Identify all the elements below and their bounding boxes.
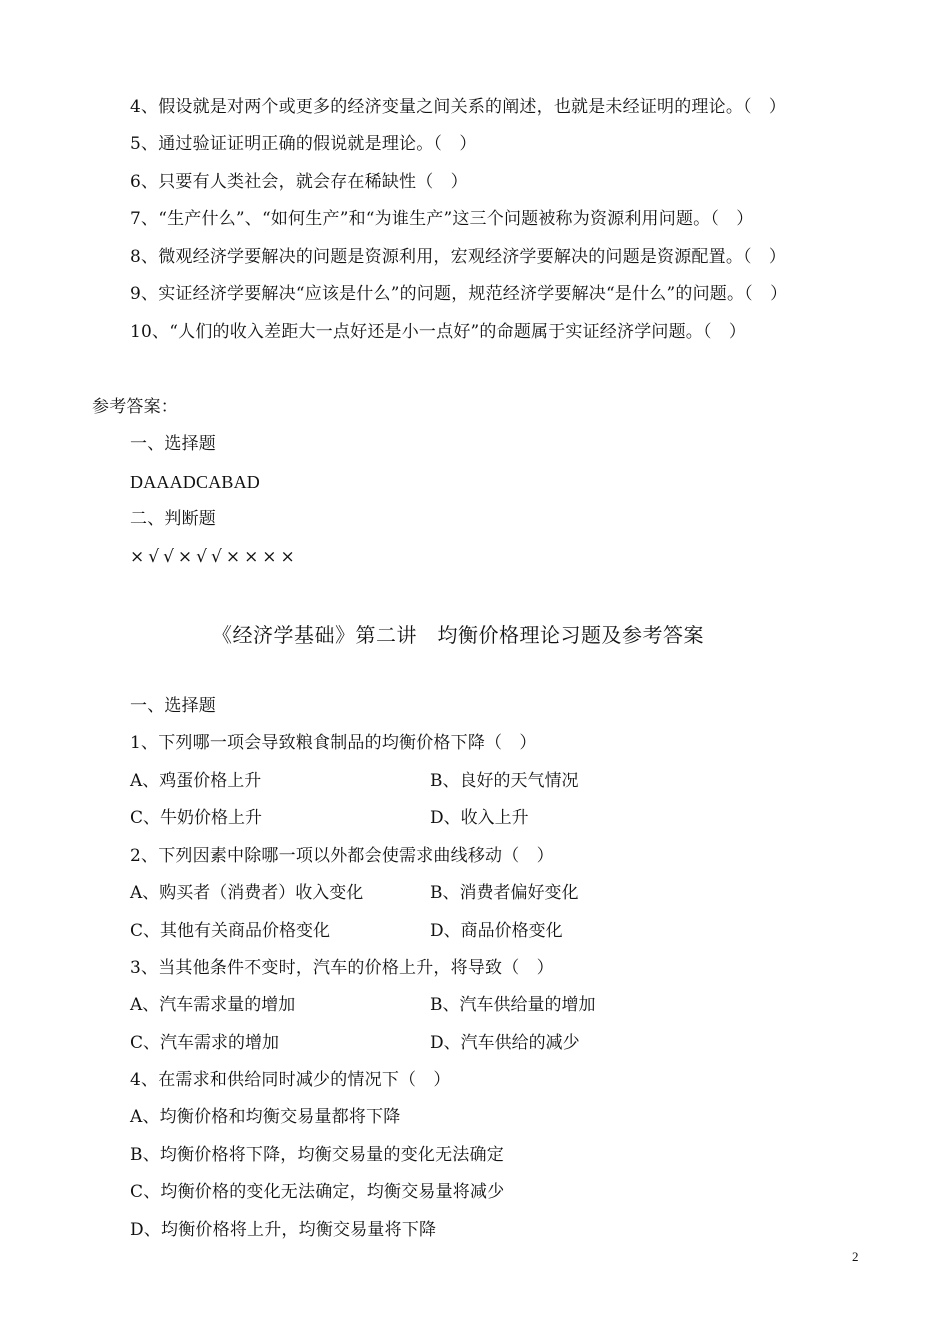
answers-choice-values: DAAADCABAD [130, 472, 261, 492]
judgment-item-7: 7、“生产什么”、“如何生产”和“为谁生产”这三个问题被称为资源利用问题。（ ） [130, 209, 754, 229]
question-4-option-a: A、均衡价格和均衡交易量都将下降 [130, 1107, 401, 1127]
question-3-options-row-1 [130, 994, 596, 1016]
question-1-option-c: C、牛奶价格上升 [130, 808, 263, 828]
judgment-item-10: 10、“人们的收入差距大一点好还是小一点好”的命题属于实证经济学问题。（ ） [130, 322, 747, 342]
question-3-stem: 3、当其他条件不变时，汽车的价格上升，将导致（ ） [130, 958, 554, 978]
question-1-options-row-2 [130, 807, 529, 829]
question-2-stem: 2、下列因素中除哪一项以外都会使需求曲线移动（ ） [130, 846, 554, 866]
question-3-option-a: A、汽车需求量的增加 [130, 995, 296, 1015]
question-1-stem: 1、下列哪一项会导致粮食制品的均衡价格下降（ ） [130, 733, 537, 753]
answers-judgment-values: ×√√×√√×××× [130, 547, 299, 567]
judgment-item-8: 8、微观经济学要解决的问题是资源利用，宏观经济学要解决的问题是资源配置。（ ） [130, 247, 787, 267]
answers-choice-heading: 一、选择题 [130, 434, 216, 454]
answers-heading: 参考答案： [92, 397, 178, 417]
question-2-option-b: B、消费者偏好变化 [430, 883, 579, 903]
question-2-option-a: A、购买者（消费者）收入变化 [130, 883, 364, 903]
question-3-option-c: C、汽车需求的增加 [130, 1033, 280, 1053]
judgment-item-5: 5、通过验证证明正确的假说就是理论。（ ） [130, 134, 477, 154]
lecture2-section-heading: 一、选择题 [130, 696, 216, 716]
page-number: 2 [852, 1249, 859, 1264]
question-1-option-d: D、收入上升 [430, 808, 529, 828]
answers-judgment-heading: 二、判断题 [130, 509, 216, 529]
question-1-option-a: A、鸡蛋价格上升 [130, 771, 262, 791]
question-4-option-d: D、均衡价格将上升，均衡交易量将下降 [130, 1220, 437, 1240]
question-4-stem: 4、在需求和供给同时减少的情况下（ ） [130, 1070, 451, 1090]
question-3-option-d: D、汽车供给的减少 [430, 1033, 580, 1053]
lecture2-title: 《经济学基础》第二讲 均衡价格理论习题及参考答案 [212, 623, 704, 647]
question-2-options-row-1 [130, 882, 579, 904]
question-2-option-d: D、商品价格变化 [430, 921, 563, 941]
question-2-option-c: C、其他有关商品价格变化 [130, 921, 331, 941]
question-2-options-row-2 [130, 920, 563, 942]
judgment-item-9: 9、实证经济学要解决“应该是什么”的问题，规范经济学要解决“是什么”的问题。（ ） [130, 284, 788, 304]
judgment-item-6: 6、只要有人类社会，就会存在稀缺性（ ） [130, 172, 468, 192]
question-4-option-c: C、均衡价格的变化无法确定，均衡交易量将减少 [130, 1182, 505, 1202]
question-1-options-row-1 [130, 770, 579, 792]
question-4-option-b: B、均衡价格将下降，均衡交易量的变化无法确定 [130, 1145, 504, 1165]
judgment-item-4: 4、假设就是对两个或更多的经济变量之间关系的阐述，也就是未经证明的理论。（ ） [130, 97, 787, 117]
question-1-option-b: B、良好的天气情况 [430, 771, 579, 791]
question-3-option-b: B、汽车供给量的增加 [430, 995, 596, 1015]
question-3-options-row-2 [130, 1032, 580, 1054]
